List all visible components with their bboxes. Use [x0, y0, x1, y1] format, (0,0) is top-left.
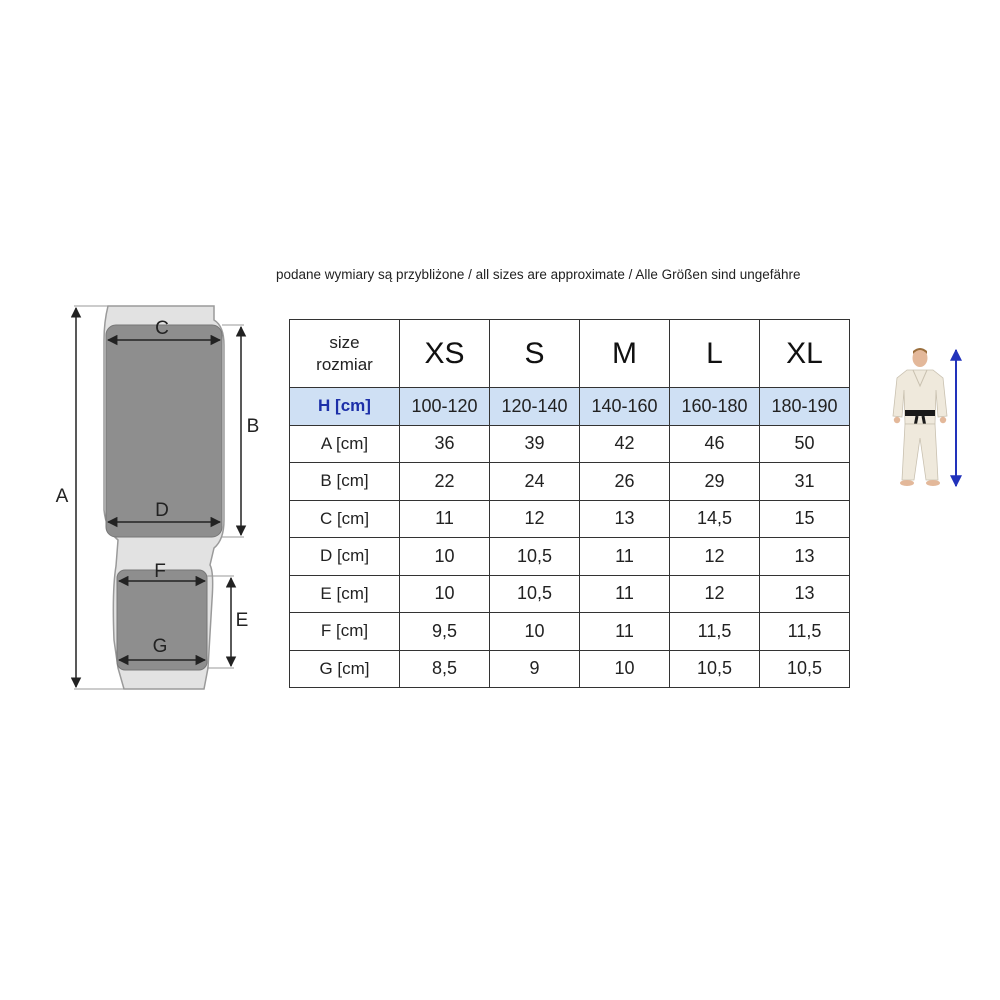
dimension-d-label: D [155, 500, 169, 521]
table-cell: 39 [490, 425, 580, 463]
size-m-header: M [580, 320, 670, 388]
table-cell: 10,5 [490, 575, 580, 613]
table-cell: 42 [580, 425, 670, 463]
table-row-d [290, 538, 850, 576]
table-cell: 11 [580, 538, 670, 576]
dimension-e-label: E [235, 610, 249, 631]
table-cell: 24 [490, 463, 580, 501]
table-cell: 13 [760, 538, 850, 576]
table-cell: 12 [670, 575, 760, 613]
black-belt [905, 410, 935, 416]
size-header-cell [290, 320, 400, 388]
table-cell: 13 [580, 500, 670, 538]
rozmiar-header-label: rozmiar [316, 354, 373, 374]
table-cell: 15 [760, 500, 850, 538]
table-cell: 180-190 [760, 388, 850, 426]
size-xs-header: XS [400, 320, 490, 388]
table-row-g [290, 650, 850, 688]
table-cell: 11,5 [760, 613, 850, 651]
size-s-header: S [490, 320, 580, 388]
table-cell: 10,5 [490, 538, 580, 576]
row-label: G [cm] [290, 650, 400, 688]
table-cell: 11 [580, 613, 670, 651]
table-cell: 140-160 [580, 388, 670, 426]
table-cell: 10 [490, 613, 580, 651]
table-row-a [290, 425, 850, 463]
dimension-f-label: F [154, 561, 166, 582]
table-cell: 29 [670, 463, 760, 501]
size-xl-header: XL [760, 320, 850, 388]
row-label: A [cm] [290, 425, 400, 463]
shin-guard-diagram [0, 0, 280, 720]
table-cell: 14,5 [670, 500, 760, 538]
table-cell: 10 [580, 650, 670, 688]
table-header-row [290, 320, 850, 388]
table-cell: 36 [400, 425, 490, 463]
table-cell: 13 [760, 575, 850, 613]
dimension-g-label: G [152, 636, 168, 657]
table-row-c [290, 500, 850, 538]
table-cell: 11 [400, 500, 490, 538]
table-cell: 11 [580, 575, 670, 613]
table-cell: 31 [760, 463, 850, 501]
gi-trousers [902, 424, 938, 480]
row-label: E [cm] [290, 575, 400, 613]
row-label: B [cm] [290, 463, 400, 501]
size-table [289, 319, 850, 688]
table-row-f [290, 613, 850, 651]
table-cell: 50 [760, 425, 850, 463]
table-cell: 120-140 [490, 388, 580, 426]
row-label: F [cm] [290, 613, 400, 651]
table-cell: 10 [400, 575, 490, 613]
dimension-c-label: C [155, 318, 169, 339]
row-label: C [cm] [290, 500, 400, 538]
table-cell: 8,5 [400, 650, 490, 688]
table-cell: 10,5 [760, 650, 850, 688]
row-label: H [cm] [290, 388, 400, 426]
table-cell: 9,5 [400, 613, 490, 651]
person-height-figure [880, 340, 970, 500]
table-cell: 12 [670, 538, 760, 576]
table-cell: 12 [490, 500, 580, 538]
table-row-e [290, 575, 850, 613]
row-label: D [cm] [290, 538, 400, 576]
table-cell: 11,5 [670, 613, 760, 651]
table-cell: 9 [490, 650, 580, 688]
dimension-b-label: B [246, 416, 260, 437]
table-cell: 160-180 [670, 388, 760, 426]
table-cell: 26 [580, 463, 670, 501]
size-header-label: size [329, 332, 360, 352]
approximation-note: podane wymiary są przybliżone / all sizes are approximate / Alle Größen sind ungefähre [276, 267, 801, 282]
dimension-a-label: A [55, 486, 69, 507]
table-row-b [290, 463, 850, 501]
table-cell: 10,5 [670, 650, 760, 688]
table-cell: 10 [400, 538, 490, 576]
table-row-h [290, 388, 850, 426]
table-cell: 22 [400, 463, 490, 501]
size-l-header: L [670, 320, 760, 388]
table-cell: 100-120 [400, 388, 490, 426]
table-cell: 46 [670, 425, 760, 463]
